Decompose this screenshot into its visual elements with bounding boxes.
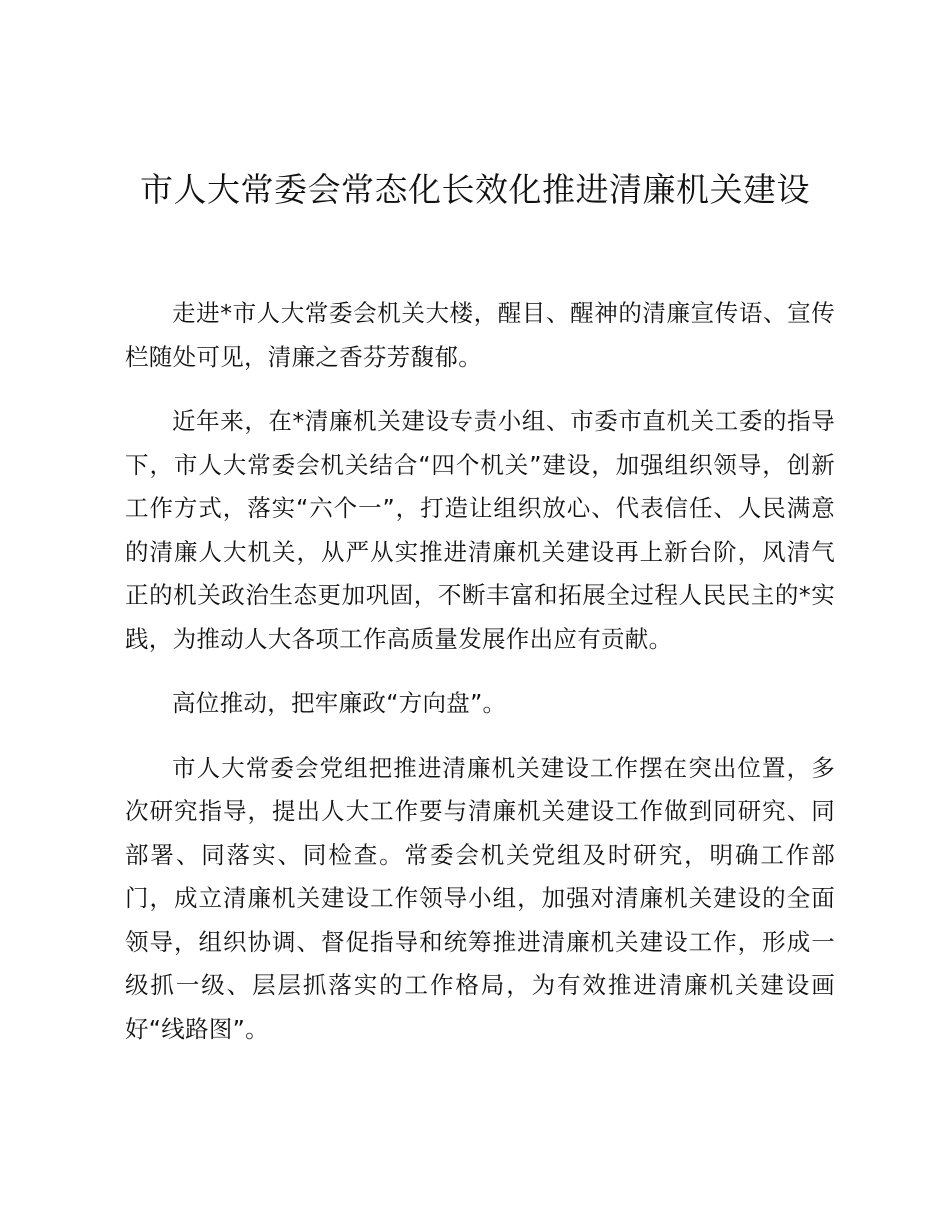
paragraph-intro: 走进*市人大常委会机关大楼，醒目、醒神的清廉宣传语、宣传栏随处可见，清廉之香芬芳馥郁。 bbox=[125, 299, 835, 371]
paragraph-leadership: 市人大常委会党组把推进清廉机关建设工作摆在突出位置，多次研究指导，提出人大工作要与清廉机关建设工作做到同研究、同部署、同落实、同检查。常委会机关党组及时研究，明确工作部门，成立清廉机关建设工作领导小组，加强对清廉机关建设的全面领导，组织协调、督促指导和统筹推进清廉机关建设工作，形成一级抓一级、层层抓落实的工作格局，为有效推进清廉机关建设画好“线路图”。 bbox=[125, 753, 835, 1043]
document-body bbox=[125, 292, 835, 1072]
paragraph-section-heading: 高位推动，把牢廉政“方向盘”。 bbox=[172, 689, 507, 717]
document-title: 市人大常委会常态化长效化推进清廉机关建设 bbox=[140, 170, 810, 209]
paragraph-background: 近年来，在*清廉机关建设专责小组、市委市直机关工委的指导下，市人大常委会机关结合“四个机关”建设，加强组织领导，创新工作方式，落实“六个一”，打造让组织放心、代表信任、人民满意的清廉人大机关，从严从实推进清廉机关建设再上新台阶，风清气正的机关政治生态更加巩固，不断丰富和拓展全过程人民民主的*实践，为推动人大各项工作高质量发展作出应有贡献。 bbox=[125, 407, 835, 653]
